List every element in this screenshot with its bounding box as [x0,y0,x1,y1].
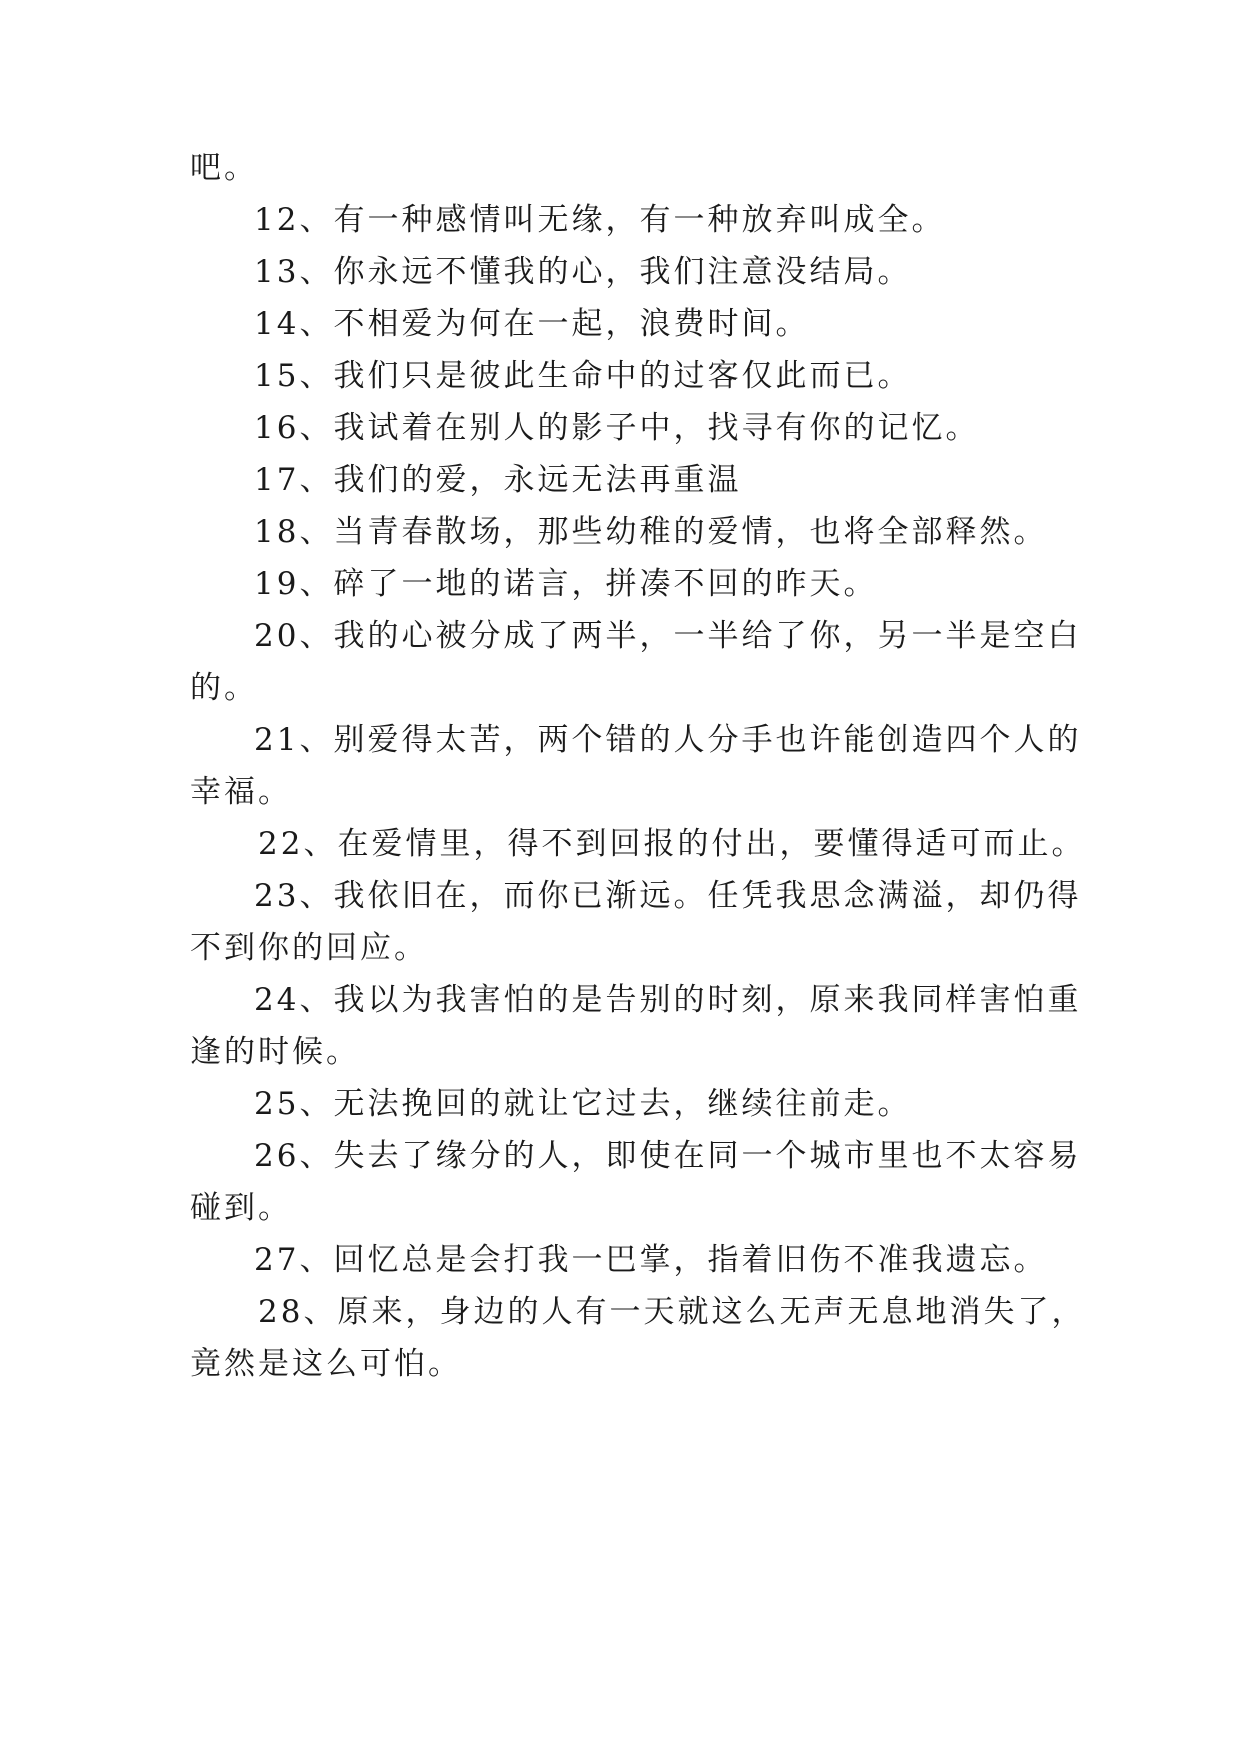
text-line: 12、有一种感情叫无缘，有一种放弃叫成全。 [254,202,946,238]
text-line: 17、我们的爱，永远无法再重温 [254,462,742,498]
text-line: 15、我们只是彼此生命中的过客仅此而已。 [254,358,912,394]
text-line: 的。 [190,670,258,706]
text-line: 16、我试着在别人的影子中，找寻有你的记忆。 [254,410,980,446]
text-line: 21、别爱得太苦，两个错的人分手也许能创造四个人的 [254,722,1082,758]
text-line: 23、我依旧在，而你已渐远。任凭我思念满溢，却仍得 [254,878,1082,914]
text-line: 逢的时候。 [190,1034,360,1070]
text-line: 13、你永远不懂我的心，我们注意没结局。 [254,254,912,290]
text-line: 碰到。 [190,1190,292,1226]
text-line: 不到你的回应。 [190,930,428,966]
text-line: 14、不相爱为何在一起，浪费时间。 [254,306,810,342]
text-line: 19、碎了一地的诺言，拼凑不回的昨天。 [254,566,878,602]
text-line: 28、原来，身边的人有一天就这么无声无息地消失了， [258,1294,1086,1330]
text-line: 25、无法挽回的就让它过去，继续往前走。 [254,1086,912,1122]
text-line: 22、在爱情里，得不到回报的付出，要懂得适可而止。 [258,826,1086,862]
text-line: 20、我的心被分成了两半，一半给了你，另一半是空白 [254,618,1082,654]
text-line: 18、当青春散场，那些幼稚的爱情，也将全部释然。 [254,514,1048,550]
text-line: 24、我以为我害怕的是告别的时刻，原来我同样害怕重 [254,982,1082,1018]
text-line: 幸福。 [190,774,292,810]
text-line: 竟然是这么可怕。 [190,1346,462,1382]
text-line: 27、回忆总是会打我一巴掌，指着旧伤不准我遗忘。 [254,1242,1048,1278]
text-line: 吧。 [190,150,258,186]
text-line: 26、失去了缘分的人，即使在同一个城市里也不太容易 [254,1138,1082,1174]
